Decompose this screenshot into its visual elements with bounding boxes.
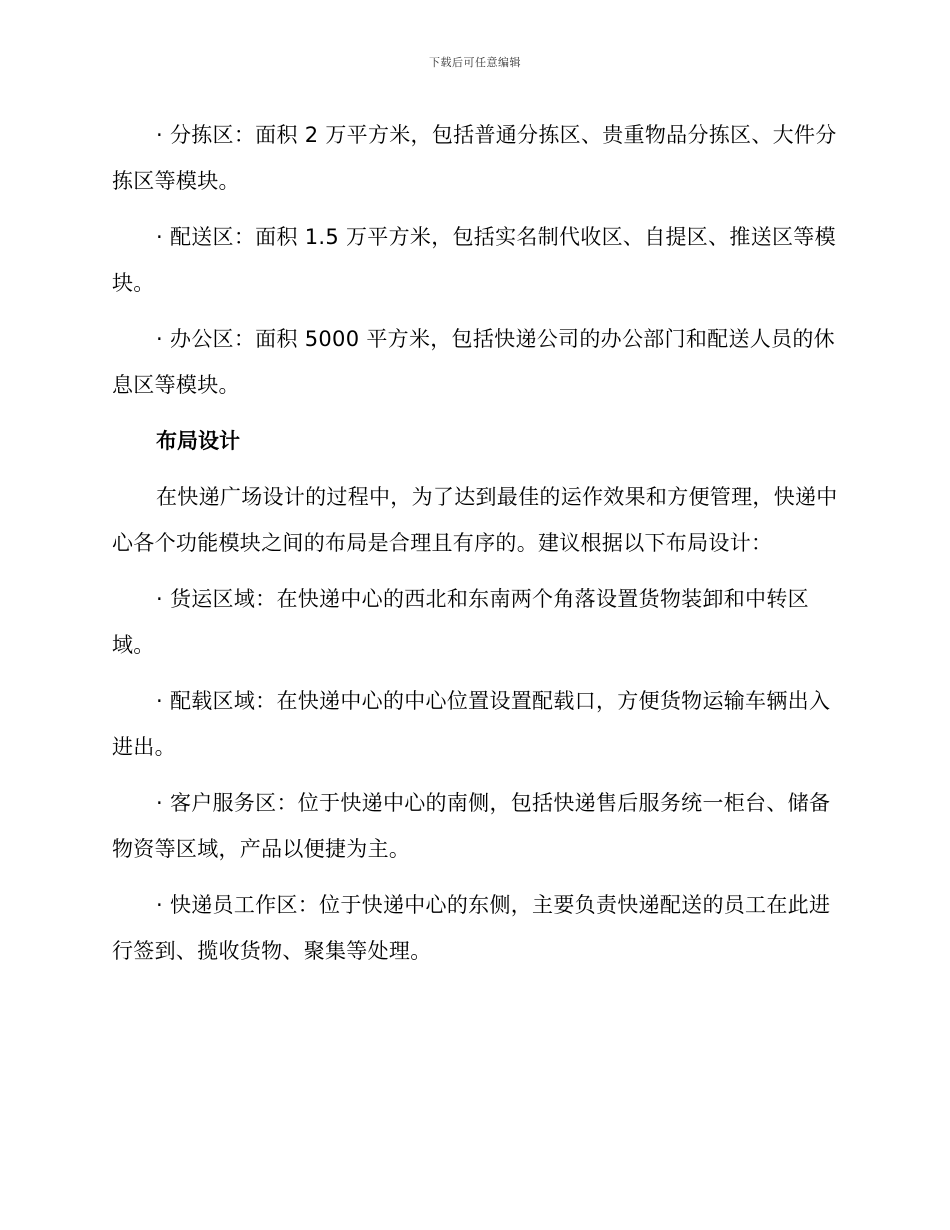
paragraph-layout-intro: 在快递广场设计的过程中，为了达到最佳的运作效果和方便管理，快递中心各个功能模块之间的布局是合理且有序的。建议根据以下布局设计：	[112, 485, 838, 555]
paragraph-freight-zone: · 货运区域：在快递中心的西北和东南两个角落设置货物装卸和中转区域。	[112, 587, 809, 657]
section-heading-layout: 布局设计	[156, 429, 240, 453]
paragraph-delivery-area: · 配送区：面积 1.5 万平方米，包括实名制代收区、自提区、推送区等模块。	[112, 225, 836, 295]
document-body	[112, 112, 838, 984]
paragraph-courier-work-area: · 快递员工作区：位于快递中心的东侧，主要负责快递配送的员工在此进行签到、揽收货物、聚集等处理。	[112, 893, 831, 963]
paragraph-office-area: · 办公区：面积 5000 平方米，包括快递公司的办公部门和配送人员的休息区等模块。	[112, 327, 835, 397]
paragraph-loading-zone: · 配载区域：在快递中心的中心位置设置配载口，方便货物运输车辆出入进出。	[112, 689, 831, 759]
paragraph-sorting-area: · 分拣区：面积 2 万平方米，包括普通分拣区、贵重物品分拣区、大件分拣区等模块。	[112, 123, 837, 193]
paragraph-customer-service: · 客户服务区：位于快递中心的南侧，包括快递售后服务统一柜台、储备物资等区域，产品以便捷为主。	[112, 791, 831, 861]
header-note: 下载后可任意编辑	[429, 56, 521, 69]
